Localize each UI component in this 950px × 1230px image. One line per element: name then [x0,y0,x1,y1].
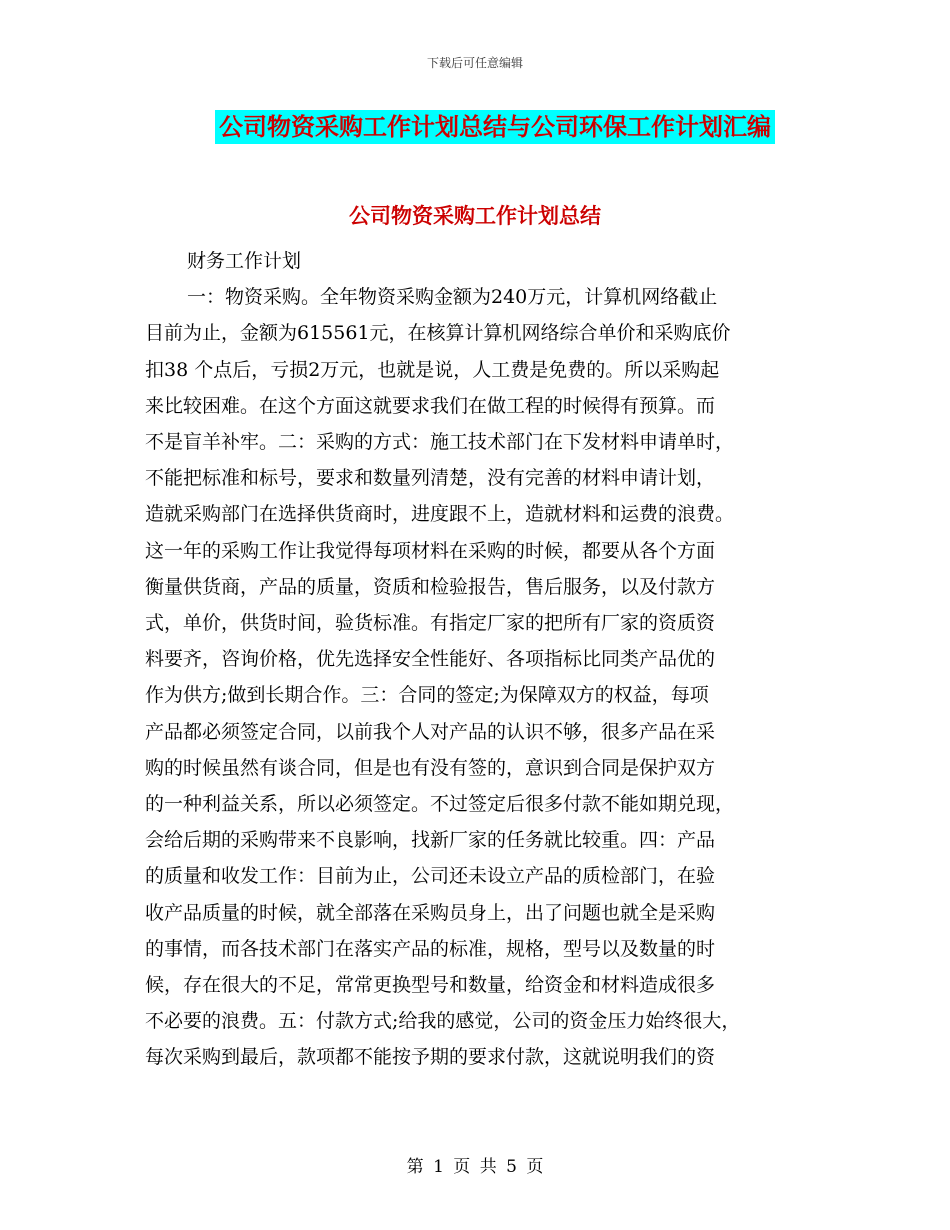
body-line: 候，存在很大的不足，常常更换型号和数量，给资金和材料造成很多 [145,974,716,997]
body-line: 一：物资采购。全年物资采购金额为240万元，计算机网络截止 [187,286,718,309]
main-title: 公司物资采购工作计划总结与公司环保工作计划汇编 [215,110,775,144]
body-line: 料要齐，咨询价格，优先选择安全性能好、各项指标比同类产品优的 [145,648,716,671]
body-line: 这一年的采购工作让我觉得每项材料在采购的时候，都要从各个方面 [145,539,716,562]
body-line: 的事情，而各技术部门在落实产品的标准，规格，型号以及数量的时 [145,937,716,960]
body-line: 式，单价，供货时间，验货标准。有指定厂家的把所有厂家的资质资 [145,612,716,635]
body-line: 造就采购部门在选择供货商时，进度跟不上，造就材料和运费的浪费。 [145,503,735,526]
body-line: 目前为止，金额为615561元，在核算计算机网络综合单价和采购底价 [145,322,731,345]
body-line: 来比较困难。在这个方面这就要求我们在做工程的时候得有预算。而 [145,394,716,417]
header-note: 下载后可任意编辑 [426,56,523,70]
body-line: 不能把标准和标号，要求和数量列清楚，没有完善的材料申请计划， [145,467,716,490]
body-line: 的质量和收发工作：目前为止，公司还未设立产品的质检部门，在验 [145,865,716,888]
body-line: 财务工作计划 [187,250,302,272]
section-title: 公司物资采购工作计划总结 [349,203,601,228]
body-line: 衡量供货商，产品的质量，资质和检验报告，售后服务，以及付款方 [145,575,716,598]
body-line: 收产品质量的时候，就全部落在采购员身上，出了问题也就全是采购 [145,901,716,924]
body-line: 的一种利益关系，所以必须签定。不过签定后很多付款不能如期兑现， [145,793,735,816]
body-line: 作为供方;做到长期合作。三：合同的签定;为保障双方的权益，每项 [145,684,709,707]
body-line: 扣38 个点后，亏损2万元，也就是说，人工费是免费的。所以采购起 [145,358,720,381]
body-line: 每次采购到最后，款项都不能按予期的要求付款，这就说明我们的资 [145,1046,716,1069]
body-line: 产品都必须签定合同，以前我个人对产品的认识不够，很多产品在采 [145,720,716,743]
body-line: 不是盲羊补牢。二：采购的方式：施工技术部门在下发材料申请单时， [145,431,735,454]
body-text [145,243,820,1076]
body-line: 会给后期的采购带来不良影响，找新厂家的任务就比较重。四：产品 [145,829,716,852]
body-line: 不必要的浪费。五：付款方式;给我的感觉，公司的资金压力始终很大， [145,1010,741,1033]
body-line: 购的时候虽然有谈合同，但是也有没有签的，意识到合同是保护双方 [145,756,716,779]
page-number-footer: 第 1 页 共 5 页 [406,1157,544,1177]
main-title-wrap [0,110,950,144]
